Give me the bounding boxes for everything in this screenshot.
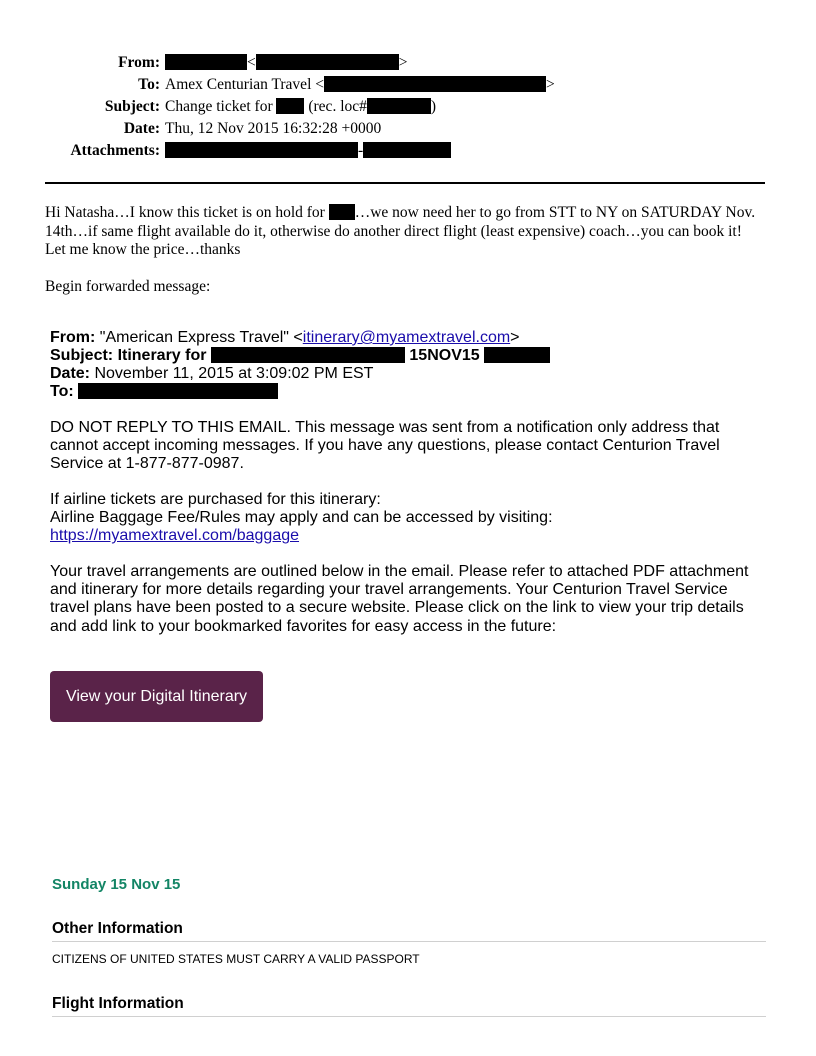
baggage-paragraph: If airline tickets are purchased for this itinerary: Airline Baggage Fee/Rules may apply and can be accessed by visiting: https://myamextravel.com/baggage — [50, 491, 553, 545]
fwd-subject-row: Subject: Itinerary for 15NOV15 — [50, 347, 770, 365]
redaction — [165, 54, 247, 70]
from-value: < > — [165, 53, 408, 73]
to-label: To: — [138, 76, 160, 93]
header-divider — [45, 182, 765, 184]
redaction — [256, 54, 399, 70]
redaction — [165, 142, 358, 158]
view-itinerary-button[interactable]: View your Digital Itinerary — [50, 671, 263, 722]
other-info-text: CITIZENS OF UNITED STATES MUST CARRY A VALID PASSPORT — [52, 952, 420, 966]
attachments-value[interactable]: - — [165, 141, 451, 161]
forwarded-header — [50, 329, 770, 401]
flight-info-heading: Flight Information — [52, 995, 766, 1017]
date-value: Thu, 12 Nov 2015 16:32:28 +0000 — [165, 120, 382, 137]
forwarded-intro: Begin forwarded message: — [45, 278, 211, 295]
redaction — [78, 383, 278, 399]
message-body: Hi Natasha…I know this ticket is on hold for …we now need her to go from STT to NY on SATURDAY Nov. 14th…if same flight available do it, otherwise do another direct flight (least expensive) coach…you can book it! Let me know the price…thanks — [45, 204, 756, 258]
from-row — [0, 53, 816, 75]
sender-email-link[interactable]: itinerary@myamextravel.com — [302, 329, 511, 346]
to-row — [0, 75, 816, 97]
date-row — [0, 119, 816, 141]
redaction — [363, 142, 451, 158]
fwd-date-row: Date: November 11, 2015 at 3:09:02 PM EST — [50, 365, 374, 382]
notice-paragraph: DO NOT REPLY TO THIS EMAIL. This message was sent from a notification only address that cannot accept incoming messages. If you have any questions, please contact Centurion Travel Service at 1-877-877-0987. — [50, 419, 720, 473]
day-heading: Sunday 15 Nov 15 — [52, 876, 181, 893]
redaction — [211, 347, 405, 363]
baggage-link[interactable]: https://myamextravel.com/baggage — [50, 527, 300, 545]
email-header — [0, 53, 816, 163]
redaction — [484, 347, 550, 363]
to-value: Amex Centurian Travel < > — [165, 76, 555, 93]
redaction — [329, 204, 355, 220]
redaction — [324, 76, 546, 92]
subject-label: Subject: — [104, 98, 160, 115]
date-label: Date: — [123, 120, 160, 137]
from-label: From: — [118, 54, 160, 71]
subject-row — [0, 97, 816, 119]
attachments-label: Attachments: — [70, 142, 160, 159]
redaction — [276, 98, 304, 114]
fwd-from-row: From: "American Express Travel" <itinerary@myamextravel.com> — [50, 329, 520, 346]
subject-value: Change ticket for (rec. loc# ) — [165, 98, 437, 115]
arrangements-paragraph: Your travel arrangements are outlined below in the email. Please refer to attached PDF attachment and itinerary for more details regarding your travel arrangements. Your Centurion Travel Service travel plans have been posted to a secure website. Please click on the link to view your trip details and add link to your bookmarked favorites for easy access in the future: — [50, 563, 749, 635]
attachments-row — [0, 141, 816, 163]
fwd-to-row: To: — [50, 383, 770, 401]
redaction — [367, 98, 431, 114]
other-info-heading: Other Information — [52, 920, 766, 942]
